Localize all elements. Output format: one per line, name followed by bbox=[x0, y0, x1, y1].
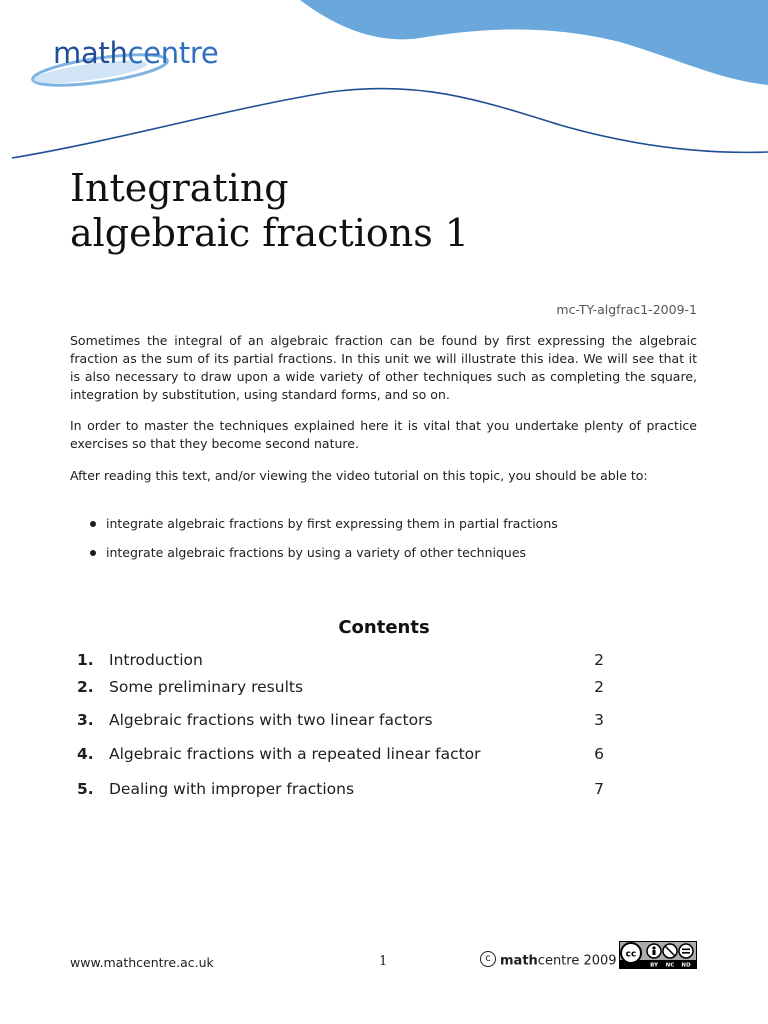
bullet-dot-icon bbox=[90, 550, 96, 556]
toc-number: 1. bbox=[77, 651, 94, 669]
page-title bbox=[70, 166, 469, 256]
toc-entry[interactable] bbox=[77, 677, 604, 697]
copyright-icon: c bbox=[480, 951, 496, 967]
objective-text: integrate algebraic fractions by using a variety of other techniques bbox=[106, 545, 527, 560]
logo-text-math: math bbox=[53, 36, 128, 70]
toc-title: Dealing with improper fractions bbox=[109, 780, 355, 798]
toc-number: 3. bbox=[77, 711, 94, 729]
toc-number: 5. bbox=[77, 780, 94, 798]
intro-paragraph: Sometimes the integral of an algebraic fraction can be found by first expressing the algebraic fraction as the sum of its partial fractions. In this unit we will illustrate this idea. We will see that it is also necessary to draw upon a wide variety of other techniques such as completing the square, integration by substitution, using standard forms, and so on. bbox=[70, 333, 697, 402]
title-line-1: Integrating bbox=[70, 166, 289, 210]
toc-title: Algebraic fractions with a repeated linear factor bbox=[109, 745, 481, 763]
objective-bullet bbox=[90, 544, 526, 562]
cc-by-label: BY bbox=[650, 962, 658, 969]
toc-page: 7 bbox=[594, 780, 604, 798]
cc-by-body bbox=[653, 950, 656, 955]
cc-nd-bar-1 bbox=[682, 949, 690, 951]
objective-bullet bbox=[90, 515, 558, 533]
title-line-2: algebraic fractions 1 bbox=[70, 211, 469, 255]
toc-page: 2 bbox=[594, 651, 604, 669]
toc-page: 6 bbox=[594, 745, 604, 763]
logo bbox=[53, 36, 218, 70]
objective-text: integrate algebraic fractions by first expressing them in partial fractions bbox=[106, 516, 558, 531]
cc-by-head bbox=[652, 946, 655, 949]
toc-page: 3 bbox=[594, 711, 604, 729]
toc-page: 2 bbox=[594, 678, 604, 696]
header-wave-band bbox=[300, 0, 768, 85]
cc-nd-label: ND bbox=[681, 962, 691, 969]
toc-title: Algebraic fractions with two linear factors bbox=[109, 711, 433, 729]
document-code: mc-TY-algfrac1-2009-1 bbox=[556, 302, 697, 317]
practice-paragraph: In order to master the techniques explained here it is vital that you undertake plenty of practice exercises so that they become second nature. bbox=[70, 418, 697, 451]
cc-nc-label: NC bbox=[665, 962, 675, 969]
toc-entry[interactable] bbox=[77, 710, 604, 730]
header-wave-line bbox=[12, 88, 768, 158]
toc-number: 2. bbox=[77, 678, 94, 696]
copyright-brand-bold: math bbox=[500, 953, 538, 969]
toc-title: Some preliminary results bbox=[109, 678, 304, 696]
toc-entry[interactable] bbox=[77, 744, 604, 764]
contents-heading: Contents bbox=[338, 617, 430, 638]
toc-title: Introduction bbox=[109, 651, 203, 669]
bullet-dot-icon bbox=[90, 521, 96, 527]
cc-nd-bar-2 bbox=[682, 952, 690, 954]
toc-entry[interactable] bbox=[77, 650, 604, 670]
footer-page-number: 1 bbox=[379, 954, 388, 969]
creative-commons-license-icon[interactable] bbox=[619, 941, 697, 969]
cc-nd-circle bbox=[679, 944, 693, 958]
cc-logo-text: cc bbox=[625, 949, 637, 960]
footer-copyright bbox=[480, 953, 617, 969]
toc-number: 4. bbox=[77, 745, 94, 763]
objectives-intro-paragraph: After reading this text, and/or viewing the video tutorial on this topic, you should be able to: bbox=[70, 468, 648, 483]
copyright-brand-rest: centre 2009 bbox=[537, 953, 617, 969]
logo-text-centre: centre bbox=[127, 36, 219, 70]
toc-entry[interactable] bbox=[77, 779, 604, 799]
footer-website-link[interactable]: www.mathcentre.ac.uk bbox=[70, 955, 214, 970]
